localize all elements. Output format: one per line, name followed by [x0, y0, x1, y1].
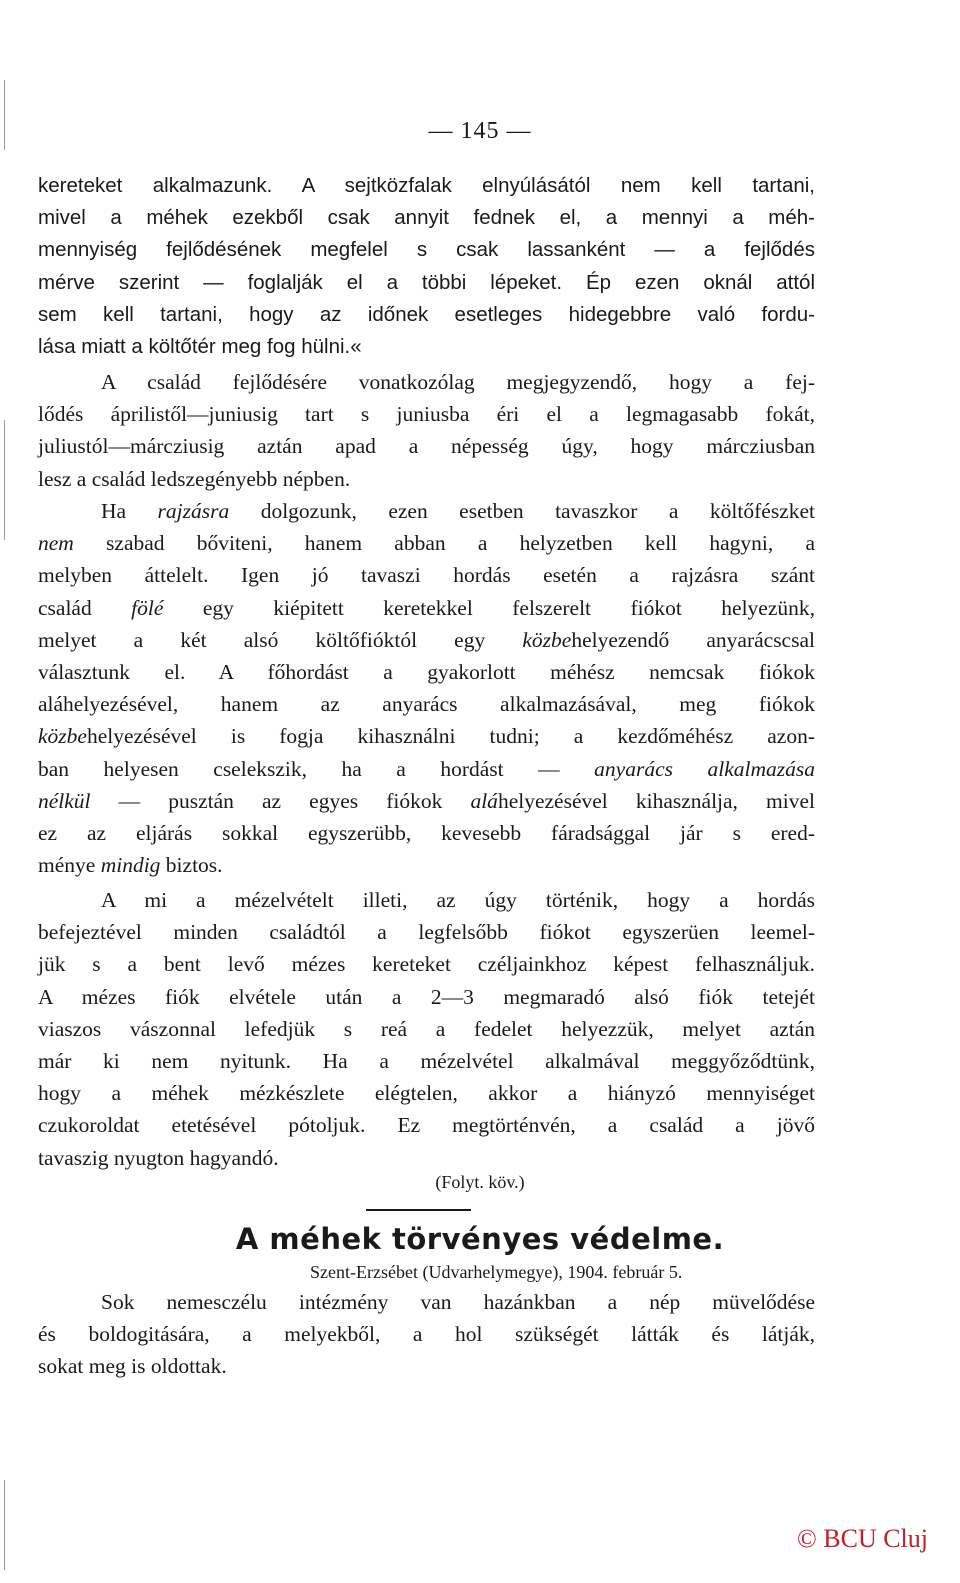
text-line: [38, 592, 815, 624]
text-line: [38, 785, 815, 817]
continuation-note: (Folyt. köv.): [435, 1172, 525, 1192]
italic-run: közbe: [522, 627, 572, 652]
text-line: tavaszig nyugton hagyandó.: [38, 1145, 279, 1170]
italic-run: közbe: [38, 724, 87, 749]
text-line: juliustól—márcziusig aztán apad a népesség úgy, hogy márcziusban: [38, 434, 815, 459]
text-line: lása miatt a költőtér meg fog hülni.«: [38, 334, 362, 358]
scan-edge-mark: [4, 1480, 5, 1570]
text-line: viaszos vászonnal lefedjük s reá a fedelet helyezzük, melyet aztán: [38, 1016, 815, 1041]
text-run: ménye: [38, 853, 101, 878]
text-line: A család fejlődésére vonatkozólag megjegyzendő, hogy a fej-: [101, 370, 815, 394]
text-run: — pusztán az egyes fiókok: [90, 788, 471, 813]
text-line: czukoroldat etetésével pótoljuk. Ez megtörténvén, a család a jövő: [38, 1113, 815, 1138]
text-line: [38, 753, 815, 785]
text-run: helyezésével kihasználja, mivel: [497, 788, 815, 813]
italic-run: nélkül: [38, 788, 91, 813]
text-run: helyezendő anyarácscsal: [571, 627, 815, 652]
paragraph-4: [38, 884, 815, 1174]
paragraph-5: [38, 1286, 815, 1383]
text-run: egy kiépitett keretekkel felszerelt fiókot helyezünk,: [163, 595, 815, 620]
library-watermark: © BCU Cluj: [797, 1524, 929, 1553]
italic-run: anyarács alkalmazása: [594, 756, 815, 781]
text-run: dolgozunk, ezen esetben tavaszkor a költőfészket: [229, 499, 816, 523]
text-line: sem kell tartani, hogy az időnek esetleges hidegebbre való fordu-: [38, 302, 815, 326]
italic-run: alá: [470, 788, 498, 813]
text-line: [38, 624, 815, 656]
text-line: [38, 720, 815, 752]
text-run: Ha: [101, 499, 158, 523]
text-run: melyet a két alsó költőfióktól egy: [38, 627, 523, 652]
paragraph-2: [38, 366, 815, 495]
text-line: hogy a méhek mézkészlete elégtelen, akkor a hiányzó mennyiséget: [38, 1081, 815, 1106]
text-line: melyben áttelelt. Igen jó tavaszi hordás esetén a rajzásra szánt: [38, 563, 815, 588]
text-line: lődés áprilistől—juniusig tart s juniusba éri el a legmagasabb fokát,: [38, 402, 815, 427]
text-line: sokat meg is oldottak.: [38, 1354, 227, 1379]
italic-run: fölé: [131, 595, 164, 620]
text-line: és boldogitására, a melyekből, a hol szükségét látták és látják,: [38, 1322, 815, 1347]
text-line: [38, 495, 815, 527]
page-number: — 145 —: [428, 118, 532, 144]
text-line: Sok nemesczélu intézmény van hazánkban a nép müvelődése: [101, 1290, 815, 1314]
text-line: kereteket alkalmazunk. A sejtközfalak elnyúlásától nem kell tartani,: [38, 174, 815, 197]
text-line: lesz a család ledszegényebb népben.: [38, 466, 351, 491]
text-line: A mi a mézelvételt illeti, az úgy történik, hogy a hordás: [101, 888, 815, 912]
text-line: mivel a méhek ezekből csak annyit fednek el, a mennyi a méh-: [38, 206, 815, 230]
text-line: [38, 527, 815, 559]
italic-run: rajzásra: [157, 499, 230, 523]
text-line: mérve szerint — foglalják el a többi lépeket. Ép ezen oknál attól: [38, 270, 815, 294]
text-run: család: [38, 595, 132, 620]
text-line: választunk el. A főhordást a gyakorlott méhész nemcsak fiókok: [38, 659, 815, 684]
text-run: szabad bőviteni, hanem abban a helyzetben kell hagyni, a: [73, 531, 815, 556]
text-line: A mézes fiók elvétele után a 2—3 megmaradó alsó fiók tetejét: [38, 984, 815, 1009]
text-line: már ki nem nyitunk. Ha a mézelvétel alkalmával meggyőződtünk,: [38, 1048, 815, 1073]
text-run: biztos.: [160, 853, 223, 878]
section-title: A méhek törvényes védelme.: [235, 1222, 725, 1256]
paragraph-3: [38, 495, 815, 881]
paragraph-1: [38, 170, 815, 363]
italic-run: mindig: [100, 853, 161, 878]
text-line: aláhelyezésével, hanem az anyarács alkalmazásával, meg fiókok: [38, 692, 815, 717]
section-divider: [366, 1209, 471, 1211]
text-run: helyezésével is fogja kihasználni tudni; a kezdőméhész azon-: [86, 724, 815, 749]
text-line: jük s a bent levő mézes kereteket czéljainkhoz képest felhasználjuk.: [38, 952, 815, 977]
text-line: ez az eljárás sokkal egyszerübb, kevesebb fáradsággal jár s ered-: [38, 820, 815, 845]
scan-edge-mark: [4, 420, 5, 540]
text-run: ban helyesen cselekszik, ha a hordást —: [38, 756, 595, 781]
text-line: mennyiség fejlődésének megfelel s csak lassanként — a fejlődés: [38, 238, 815, 262]
text-line: [38, 849, 815, 881]
italic-run: nem: [38, 531, 74, 556]
text-line: befejeztével minden családtól a legfelsőbb fiókot egyszerüen leemel-: [38, 920, 815, 945]
dateline: Szent-Erzsébet (Udvarhelymegye), 1904. február 5.: [310, 1262, 683, 1282]
